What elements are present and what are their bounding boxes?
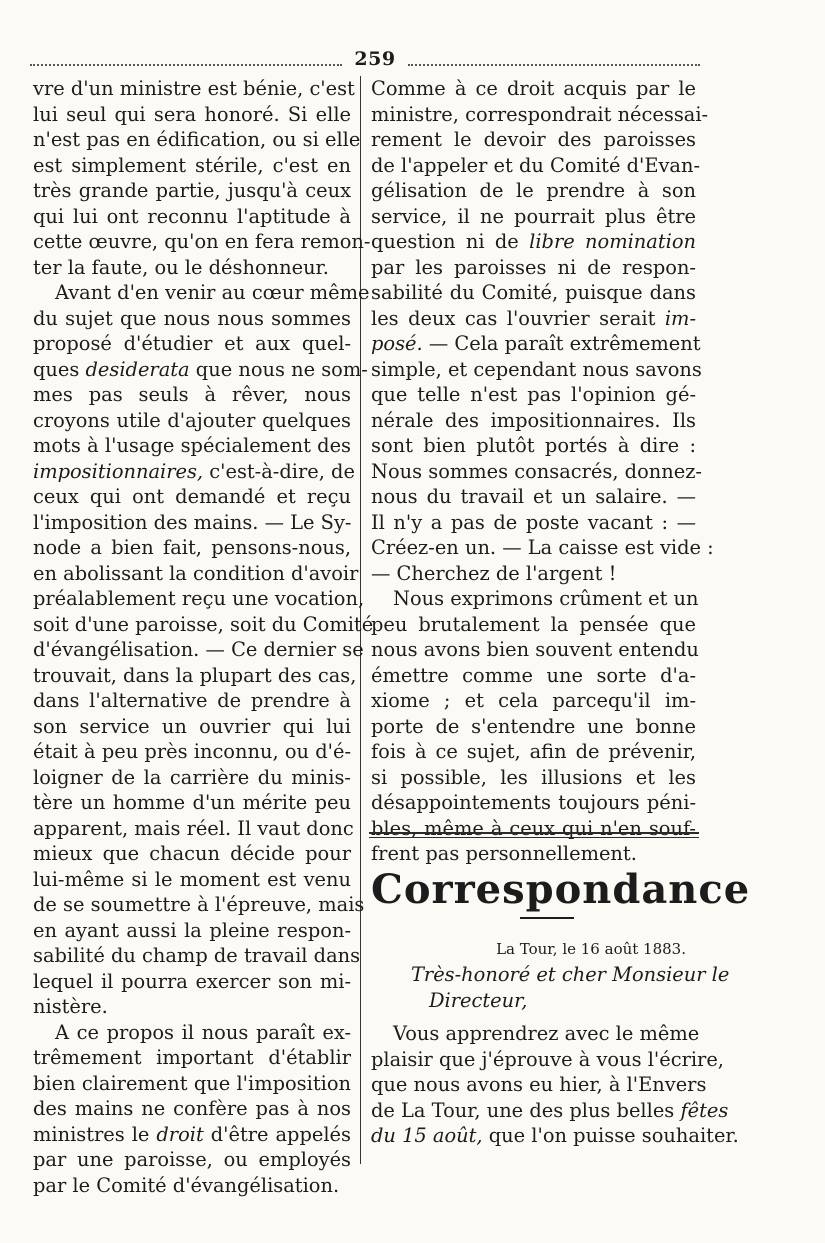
left-column-line: ceux qui ont demandé et reçu <box>33 485 351 508</box>
left-column-line: des mains ne confère pas à nos <box>33 1097 351 1120</box>
letter-body-line: du 15 août, que l'on puisse souhaiter. <box>371 1124 739 1147</box>
right-column-line: sabilité du Comité, puisque dans <box>371 281 696 304</box>
right-column-line: gélisation de le prendre à son <box>371 179 696 202</box>
left-column-line: lui-même si le moment est venu <box>33 867 351 891</box>
left-column-line: était à peu près inconnu, ou d'é- <box>33 740 351 763</box>
right-column-line: rement le devoir des paroisses <box>371 128 696 151</box>
left-column-line: par le Comité d'évangélisation. <box>33 1173 340 1197</box>
section-rule <box>369 832 699 834</box>
left-column-line: son service un ouvrier qui lui <box>33 714 351 738</box>
right-column-line: Il n'y a pas de poste vacant : — <box>371 510 696 534</box>
left-column-line: préalablement reçu une vocation, <box>33 587 365 610</box>
left-column-line: l'imposition des mains. — Le Sy- <box>33 510 352 534</box>
header-rule-right <box>408 64 700 66</box>
letter-body-line: Vous apprendrez avec le même <box>393 1022 700 1045</box>
page-header <box>30 48 700 74</box>
left-column-line: apparent, mais réel. Il vaut donc <box>33 816 354 840</box>
left-column-line: Avant d'en venir au cœur même <box>55 281 370 304</box>
right-column-line: Nous exprimons crûment et un <box>393 587 699 610</box>
right-column-line: fois à ce sujet, afin de prévenir, <box>371 740 696 763</box>
right-column-line: par les paroisses ni de respon- <box>371 255 696 279</box>
left-column-line: par une paroisse, ou employés <box>33 1148 351 1171</box>
left-column-line: soit d'une paroisse, soit du Comité <box>33 612 374 636</box>
letter <box>371 936 739 1149</box>
header-rule-left <box>30 64 342 66</box>
letter-dateline: La Tour, le 16 août 1883. <box>496 940 686 958</box>
right-column-line: de l'appeler et du Comité d'Evan- <box>371 153 701 177</box>
right-column-line: Comme à ce droit acquis par le <box>371 77 696 100</box>
left-column-line: est simplement stérile, c'est en <box>33 153 351 177</box>
letter-body-line: de La Tour, une des plus belles fêtes <box>371 1098 729 1122</box>
left-column-line: tère un homme d'un mérite peu <box>33 791 351 814</box>
left-column <box>33 76 374 1198</box>
right-column-line: les deux cas l'ouvrier serait im- <box>371 306 696 330</box>
left-column-line: d'évangélisation. — Ce dernier se <box>33 638 364 661</box>
left-column-line: de se soumettre à l'épreuve, mais <box>33 893 365 916</box>
right-column-line: que telle n'est pas l'opinion gé- <box>371 383 696 406</box>
right-column-line: peu brutalement la pensée que <box>371 612 696 636</box>
left-column-line: trêmement important d'établir <box>33 1046 351 1069</box>
right-column-line: simple, et cependant nous savons <box>371 357 702 381</box>
left-column-line: lequel il pourra exercer son mi- <box>33 969 351 993</box>
title-ornament <box>520 917 574 919</box>
right-column-line: nérale des impositionnaires. Ils <box>371 408 696 432</box>
left-column-line: bien clairement que l'imposition <box>33 1071 351 1095</box>
letter-salutation-cont: Directeur, <box>429 988 528 1012</box>
right-column-line: service, il ne pourrait plus être <box>371 204 696 228</box>
left-column-line: du sujet que nous nous sommes <box>33 306 351 330</box>
left-column-line: sabilité du champ de travail dans <box>33 944 361 967</box>
section-title: Correspondance <box>371 866 751 913</box>
left-column-line: ques desiderata que nous ne som- <box>33 357 368 381</box>
left-column-line: lui seul qui sera honoré. Si elle <box>33 102 351 126</box>
letter-body-line: que nous avons eu hier, à l'Envers <box>371 1073 707 1096</box>
left-column-line: en ayant aussi la pleine respon- <box>33 918 351 942</box>
left-column-line: ter la faute, ou le déshonneur. <box>33 255 329 279</box>
right-column-line: xiome ; et cela parcequ'il im- <box>371 689 696 712</box>
right-column-line: bles, même à ceux qui n'en souf- <box>371 816 696 840</box>
right-column <box>371 76 714 867</box>
right-column-line: ministre, correspondrait nécessai- <box>371 102 709 126</box>
left-column-line: mots à l'usage spécialement des <box>33 434 351 457</box>
left-column-line: node a bien fait, pensons-nous, <box>33 536 351 559</box>
right-column-line: nous avons bien souvent entendu <box>371 638 699 661</box>
right-column-line: Nous sommes consacrés, donnez- <box>371 459 702 483</box>
letter-body <box>371 1021 739 1149</box>
left-column-line: n'est pas en édification, ou si elle <box>33 128 361 151</box>
left-column-line: trouvait, dans la plupart des cas, <box>33 663 357 687</box>
right-column-line: Créez-en un. — La caisse est vide : <box>371 536 714 559</box>
right-column-line: si possible, les illusions et les <box>371 765 696 789</box>
left-column-line: impositionnaires, c'est-à-dire, de <box>33 459 355 483</box>
left-column-line: nistère. <box>33 995 108 1018</box>
left-column-line: croyons utile d'ajouter quelques <box>33 408 351 432</box>
right-column-line: nous du travail et un salaire. — <box>371 485 696 508</box>
left-column-line: mes pas seuls à rêver, nous <box>33 383 351 406</box>
left-column-line: dans l'alternative de prendre à <box>33 689 351 712</box>
right-column-line: émettre comme une sorte d'a- <box>371 663 696 687</box>
left-column-line: qui lui ont reconnu l'aptitude à <box>33 204 351 228</box>
right-column-line: — Cherchez de l'argent ! <box>371 561 617 585</box>
left-column-line: très grande partie, jusqu'à ceux <box>33 179 351 202</box>
right-column-line: posé. — Cela paraît extrêmement <box>371 332 701 355</box>
left-column-line: mieux que chacun décide pour <box>33 842 351 865</box>
page-number: 259 <box>354 48 396 70</box>
letter-salutation: Très-honoré et cher Monsieur le <box>411 963 730 986</box>
right-column-line: frent pas personnellement. <box>371 842 637 865</box>
left-column-line: A ce propos il nous paraît ex- <box>55 1020 351 1044</box>
right-column-line: question ni de libre nomination <box>371 230 696 253</box>
left-column-line: ministres le droit d'être appelés <box>33 1122 351 1146</box>
section-rule-thin <box>369 837 699 838</box>
left-column-line: cette œuvre, qu'on en fera remon- <box>33 230 371 253</box>
left-column-line: en abolissant la condition d'avoir <box>33 561 359 585</box>
right-column-line: sont bien plutôt portés à dire : <box>371 434 696 457</box>
letter-body-line: plaisir que j'éprouve à vous l'écrire, <box>371 1047 724 1071</box>
right-column-line: désappointements toujours péni- <box>371 791 696 814</box>
left-column-line: proposé d'étudier et aux quel- <box>33 332 351 355</box>
right-column-line: porte de s'entendre une bonne <box>371 714 696 738</box>
left-column-line: loigner de la carrière du minis- <box>33 765 351 789</box>
left-column-line: vre d'un ministre est bénie, c'est <box>33 77 355 100</box>
